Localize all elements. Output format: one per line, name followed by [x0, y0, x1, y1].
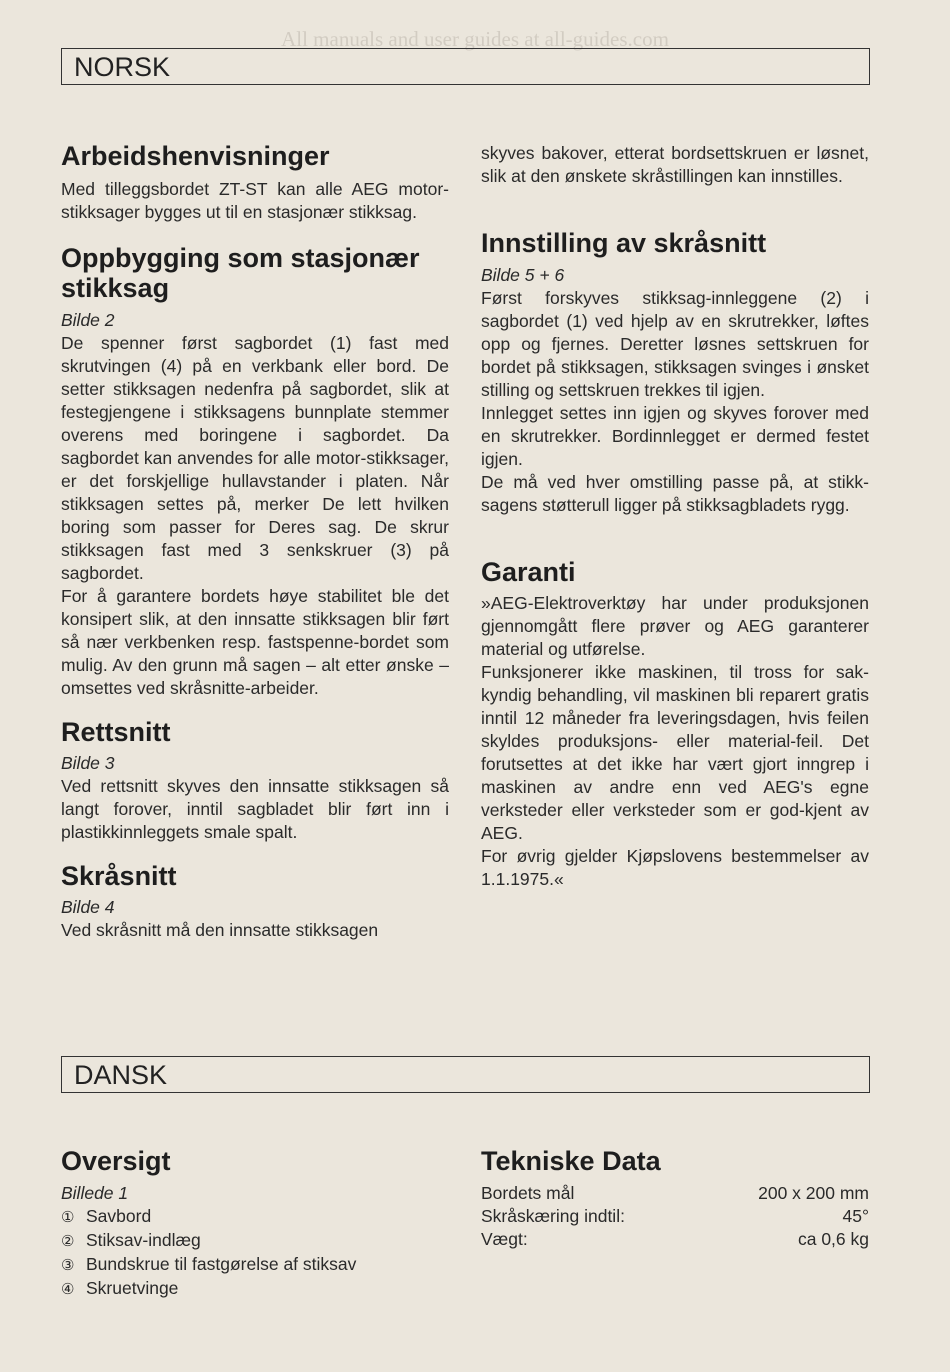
list-item: [61, 1229, 449, 1253]
paragraph: Først forskyves stikksag-innleggene (2) i sagbordet (1) ved hjelp av en skrutrekker, løftes opp og fjernes. Deretter løsnes settskruen for bordet på stikksagen, stikksagen svinges i ønsket stilling og settskruen trekkes til igjen.: [481, 288, 869, 400]
norsk-left-column: [61, 141, 449, 942]
paragraph: For å garantere bordets høye stabilitet ble det konsipert slik, at den innsatte stikksagen blir ført så nær verkbenken resp. fastspenne-bordet som mulig. Av den grunn må sagen – alt etter ønske – omsettes ved skråsnitte-arbeider.: [61, 586, 449, 698]
section-label: NORSK: [74, 52, 171, 82]
section-label: DANSK: [74, 1060, 168, 1090]
heading-rettsnitt: Rettsnitt: [61, 717, 171, 747]
item-text: Stiksav-indlæg: [86, 1230, 201, 1250]
figure-label: Bilde 3: [61, 753, 115, 773]
paragraph: »AEG-Elektroverktøy har under produksjonen gjennomgått flere prøver og AEG garanterer material og utførelse.: [481, 593, 869, 659]
paragraph: skyves bakover, etterat bordsettskruen er løsnet, slik at den ønskete skråstillingen kan innstilles.: [481, 143, 869, 186]
spec-label: Skråskæring indtil:: [481, 1206, 625, 1226]
heading-innstilling: Innstilling av skråsnitt: [481, 228, 767, 258]
item-number: ③: [61, 1257, 75, 1274]
figure-label: Bilde 5 + 6: [481, 265, 565, 285]
heading-skrasnitt: Skråsnitt: [61, 861, 177, 891]
paragraph: Innlegget settes inn igjen og skyves forover med en skrutrekker. Bordinnlegget er dermed festet igjen.: [481, 403, 869, 469]
paragraph: Funksjonerer ikke maskinen, til tross for sak-kyndig behandling, vil maskinen bli reparert gratis inntil 12 måneder fra leveringsdagen, hvis feilen skyldes produksjons- eller material-feil. Det forutsettes at det ikke har vært gjort inngrep i maskinen av andre enn ved AEG's egne verksteder eller verksteder som er god-kjent av AEG.: [481, 662, 869, 843]
section-header-norsk: [61, 48, 870, 85]
section-header-dansk: [61, 1056, 870, 1093]
paragraph: De spenner først sagbordet (1) fast med skrutvingen (4) på en verkbank eller bord. De setter stikksagen nedenfra på sagbordet, slik at festegjengene i stikksagens bunnplate stemmer overens med boringene i sagbordet. Da sagbordet kan anvendes for alle motor-stikksager, er det forskjellige hullavstander i platen. Når stikksagen settes på, merker De lett hvilken boring som passer for Deres sag. De skrur stikksagen fast med 3 senkskruer (3) på sagbordet.: [61, 333, 449, 583]
paragraph: For øvrig gjelder Kjøpslovens bestemmelser av 1.1.1975.«: [481, 846, 869, 889]
watermark: All manuals and user guides at all-guides.com: [281, 27, 669, 51]
list-item: [61, 1253, 449, 1277]
paragraph: Ved skråsnitt må den innsatte stikksagen: [61, 920, 379, 940]
paragraph: Ved rettsnitt skyves den innsatte stikksagen så langt forover, inntil sagbladet blir ført inn i plastikkinnleggets smale spalt.: [61, 776, 449, 842]
spec-table: [481, 1182, 869, 1251]
spec-row: [481, 1182, 869, 1205]
spec-value: 200 x 200 mm: [758, 1183, 869, 1203]
spec-row: [481, 1205, 869, 1228]
heading-tekniske-data: Tekniske Data: [481, 1146, 661, 1176]
spec-label: Vægt:: [481, 1229, 528, 1249]
heading-oppbygging: Oppbygging som stasjonær stikksag: [61, 243, 420, 303]
figure-label: Bilde 2: [61, 310, 115, 330]
item-text: Bundskrue til fastgørelse af stiksav: [86, 1254, 357, 1274]
tekniske-data-section: [481, 1146, 869, 1251]
figure-label: Bilde 4: [61, 897, 115, 917]
heading-garanti: Garanti: [481, 557, 576, 587]
item-number: ②: [61, 1233, 75, 1250]
spec-row: [481, 1228, 869, 1251]
item-text: Savbord: [86, 1206, 152, 1226]
heading-arbeidshenvisninger: Arbeidshenvisninger: [61, 141, 330, 171]
spec-label: Bordets mål: [481, 1183, 575, 1203]
list-item: [61, 1277, 449, 1301]
item-number: ①: [61, 1209, 75, 1226]
item-text: Skruetvinge: [86, 1278, 179, 1298]
paragraph: De må ved hver omstilling passe på, at stikk-sagens støtterull ligger på stikksagbladets rygg.: [481, 472, 869, 515]
item-number: ④: [61, 1281, 75, 1298]
paragraph: Med tilleggsbordet ZT-ST kan alle AEG motor-stikksager bygges ut til en stasjonær stikksag.: [61, 179, 449, 222]
oversigt-section: [61, 1146, 449, 1301]
norsk-right-column: [481, 142, 869, 891]
figure-label: Billede 1: [61, 1183, 129, 1203]
list-item: [61, 1205, 449, 1229]
heading-oversigt: Oversigt: [61, 1146, 171, 1176]
spec-value: 45°: [842, 1206, 869, 1226]
spec-value: ca 0,6 kg: [797, 1229, 869, 1249]
